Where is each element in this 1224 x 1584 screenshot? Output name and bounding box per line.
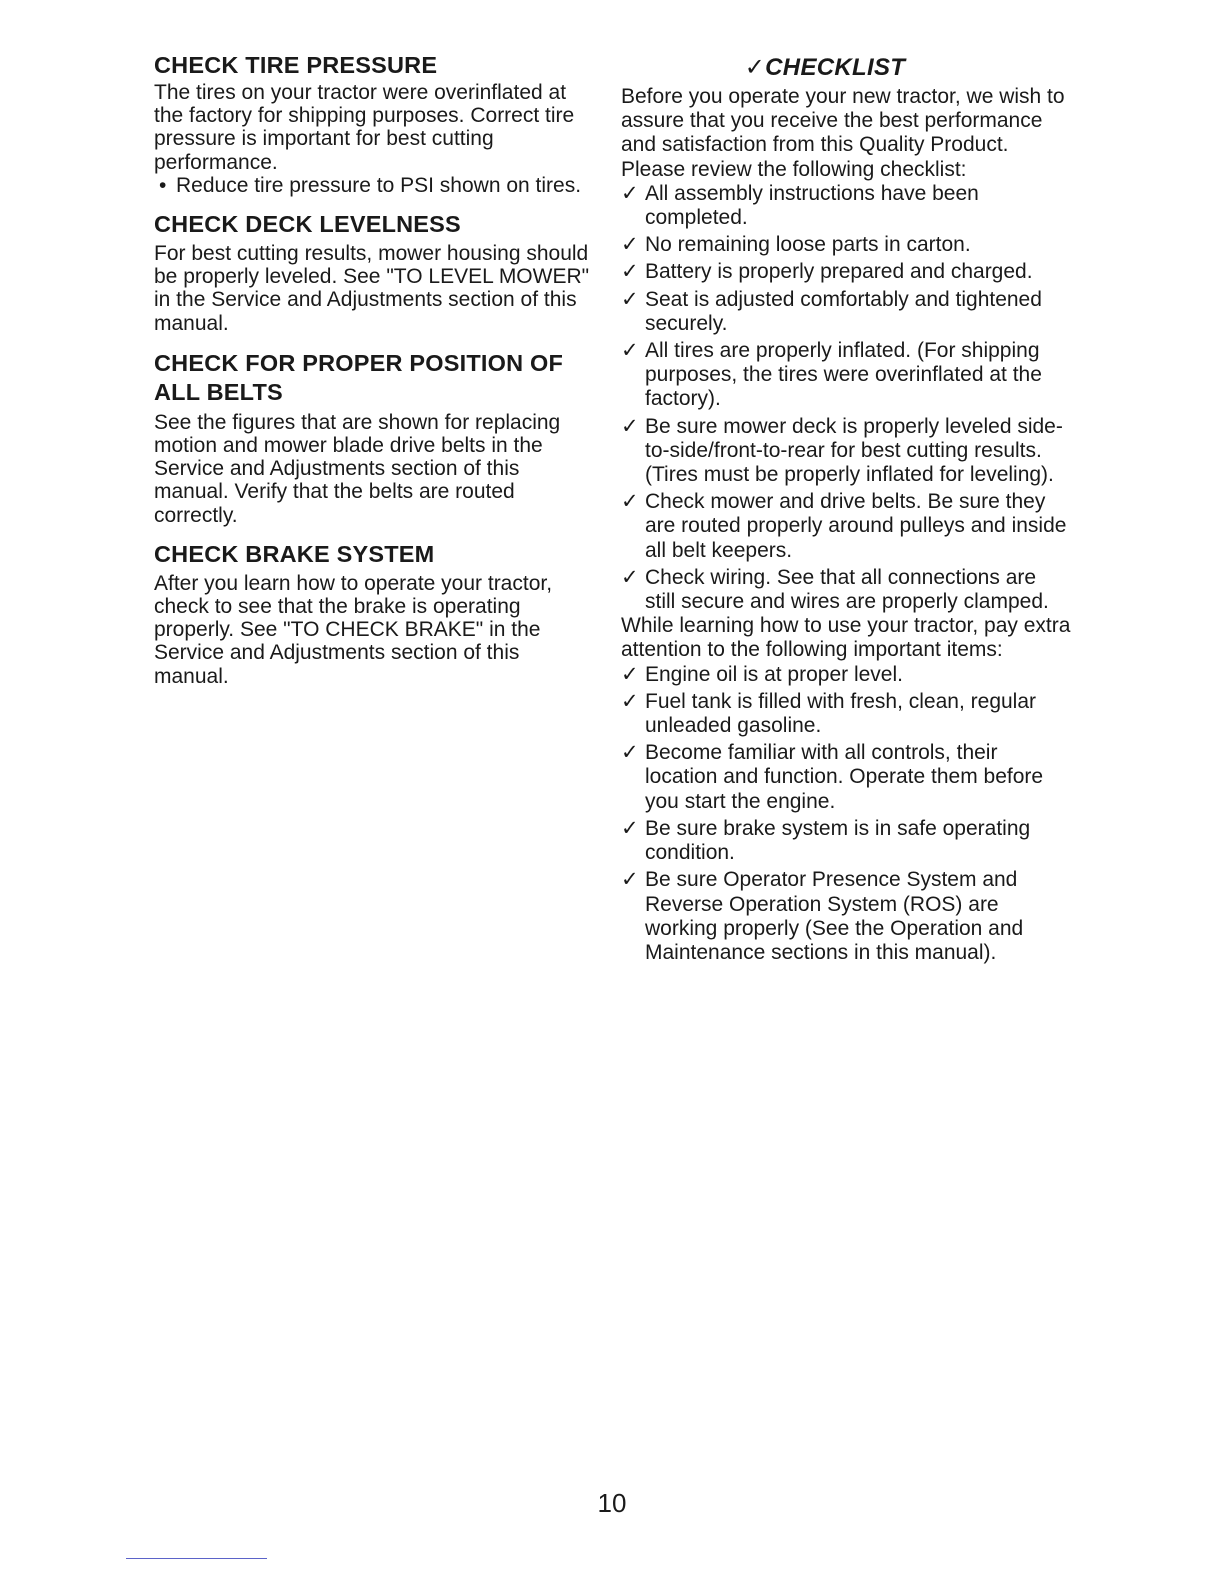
checklist-item-text: Check wiring. See that all connections are still secure and wires are properly clamped.: [645, 565, 1049, 614]
checklist-item: [621, 817, 1071, 865]
checklist-title: ✓CHECKLIST: [744, 54, 906, 81]
checklist: [621, 182, 1071, 614]
bullet-text: Reduce tire pressure to PSI shown on tires.: [176, 173, 582, 197]
left-column: [154, 52, 594, 702]
check-mark-icon: ✓: [621, 414, 639, 438]
checklist-item: [621, 690, 1071, 738]
check-mark-icon: ✓: [621, 260, 639, 284]
section-heading: CHECK FOR PROPER POSITION OF ALL BELTS: [154, 349, 564, 405]
section-body: For best cutting results, mower housing should be properly leveled. See "TO LEVEL MOWER" in the Service and Adjustments section of this manual.: [154, 242, 590, 335]
learning-prompt: While learning how to use your tractor, pay extra attention to the following important items:: [621, 614, 1071, 662]
section-tire-pressure: [154, 52, 594, 197]
check-mark-icon: ✓: [621, 741, 639, 765]
check-mark-icon: ✓: [621, 181, 639, 205]
checklist-item: [621, 741, 1071, 814]
checklist-item-text: Be sure Operator Presence System and Reverse Operation System (ROS) are working properly (See the Operation and Maintenance sections in this manual).: [645, 868, 1024, 964]
checklist-item-text: Become familiar with all controls, their location and function. Operate them before you start the engine.: [645, 741, 1044, 813]
section-body: After you learn how to operate your tractor, check to see that the brake is operating properly. See "TO CHECK BRAKE" in the Service and Adjustments section of this manual.: [154, 571, 553, 688]
checklist-item-text: Seat is adjusted comfortably and tightened securely.: [645, 287, 1042, 335]
section-body: The tires on your tractor were overinflated at the factory for shipping purposes. Correct tire pressure is important for best cutting performance.: [154, 81, 575, 174]
checklist-item-text: Engine oil is at proper level.: [645, 662, 903, 686]
checklist-item-text: Battery is properly prepared and charged.: [645, 260, 1033, 284]
section-belt-position: [154, 349, 594, 527]
checklist-item: [621, 233, 1071, 257]
checklist-item: [621, 566, 1071, 614]
check-mark-icon: ✓: [621, 339, 639, 363]
section-body: See the figures that are shown for replacing motion and mower blade drive belts in the Service and Adjustments section of this manual. Verify that the belts are routed correctly.: [154, 410, 561, 527]
checklist-item: [621, 260, 1071, 284]
checklist-item-text: Check mower and drive belts. Be sure they are routed properly around pulleys and inside all belt keepers.: [645, 490, 1067, 562]
learning-checklist: [621, 663, 1071, 965]
check-mark-icon: ✓: [621, 233, 639, 257]
check-mark-icon: ✓: [621, 490, 639, 514]
check-mark-icon: ✓: [621, 816, 639, 840]
check-mark-icon: ✓: [621, 565, 639, 589]
check-mark-icon: ✓: [621, 868, 639, 892]
bullet-item: [154, 174, 594, 197]
checklist-item: [621, 339, 1071, 412]
checklist-item: [621, 663, 1071, 687]
checklist-item: [621, 288, 1071, 336]
right-column: [621, 54, 1071, 968]
section-deck-levelness: [154, 211, 594, 335]
page-number: 10: [597, 1488, 627, 1518]
checklist-item-text: Be sure mower deck is properly leveled side-to-side/front-to-rear for best cutting results. (Tires must be properly inflated for leveling).: [645, 414, 1063, 487]
check-mark-icon: ✓: [621, 662, 639, 686]
divider-line: [126, 1558, 267, 1559]
checklist-item-text: All tires are properly inflated. (For shipping purposes, the tires were overinflated at the factory).: [645, 339, 1042, 411]
checklist-item: [621, 868, 1071, 965]
checklist-item-text: All assembly instructions have been completed.: [645, 181, 979, 230]
checklist-item-text: Be sure brake system is in safe operating condition.: [645, 816, 1031, 865]
review-prompt: Please review the following checklist:: [621, 157, 967, 181]
section-heading: CHECK TIRE PRESSURE: [154, 52, 438, 78]
check-mark-icon: ✓: [621, 287, 639, 311]
bullet-mark: •: [159, 173, 167, 197]
section-heading: CHECK DECK LEVELNESS: [154, 211, 461, 238]
checklist-intro: Before you operate your new tractor, we wish to assure that you receive the best performance and satisfaction from this Quality Product.: [621, 85, 1065, 157]
section-heading: CHECK BRAKE SYSTEM: [154, 540, 435, 567]
checklist-item-text: No remaining loose parts in carton.: [645, 233, 971, 257]
check-mark-icon: ✓: [621, 689, 639, 713]
checklist-item-text: Fuel tank is filled with fresh, clean, regular unleaded gasoline.: [645, 689, 1037, 738]
checklist-item: [621, 415, 1071, 488]
checklist-item: [621, 490, 1071, 563]
checklist-item: [621, 182, 1071, 230]
section-brake-system: [154, 541, 594, 688]
